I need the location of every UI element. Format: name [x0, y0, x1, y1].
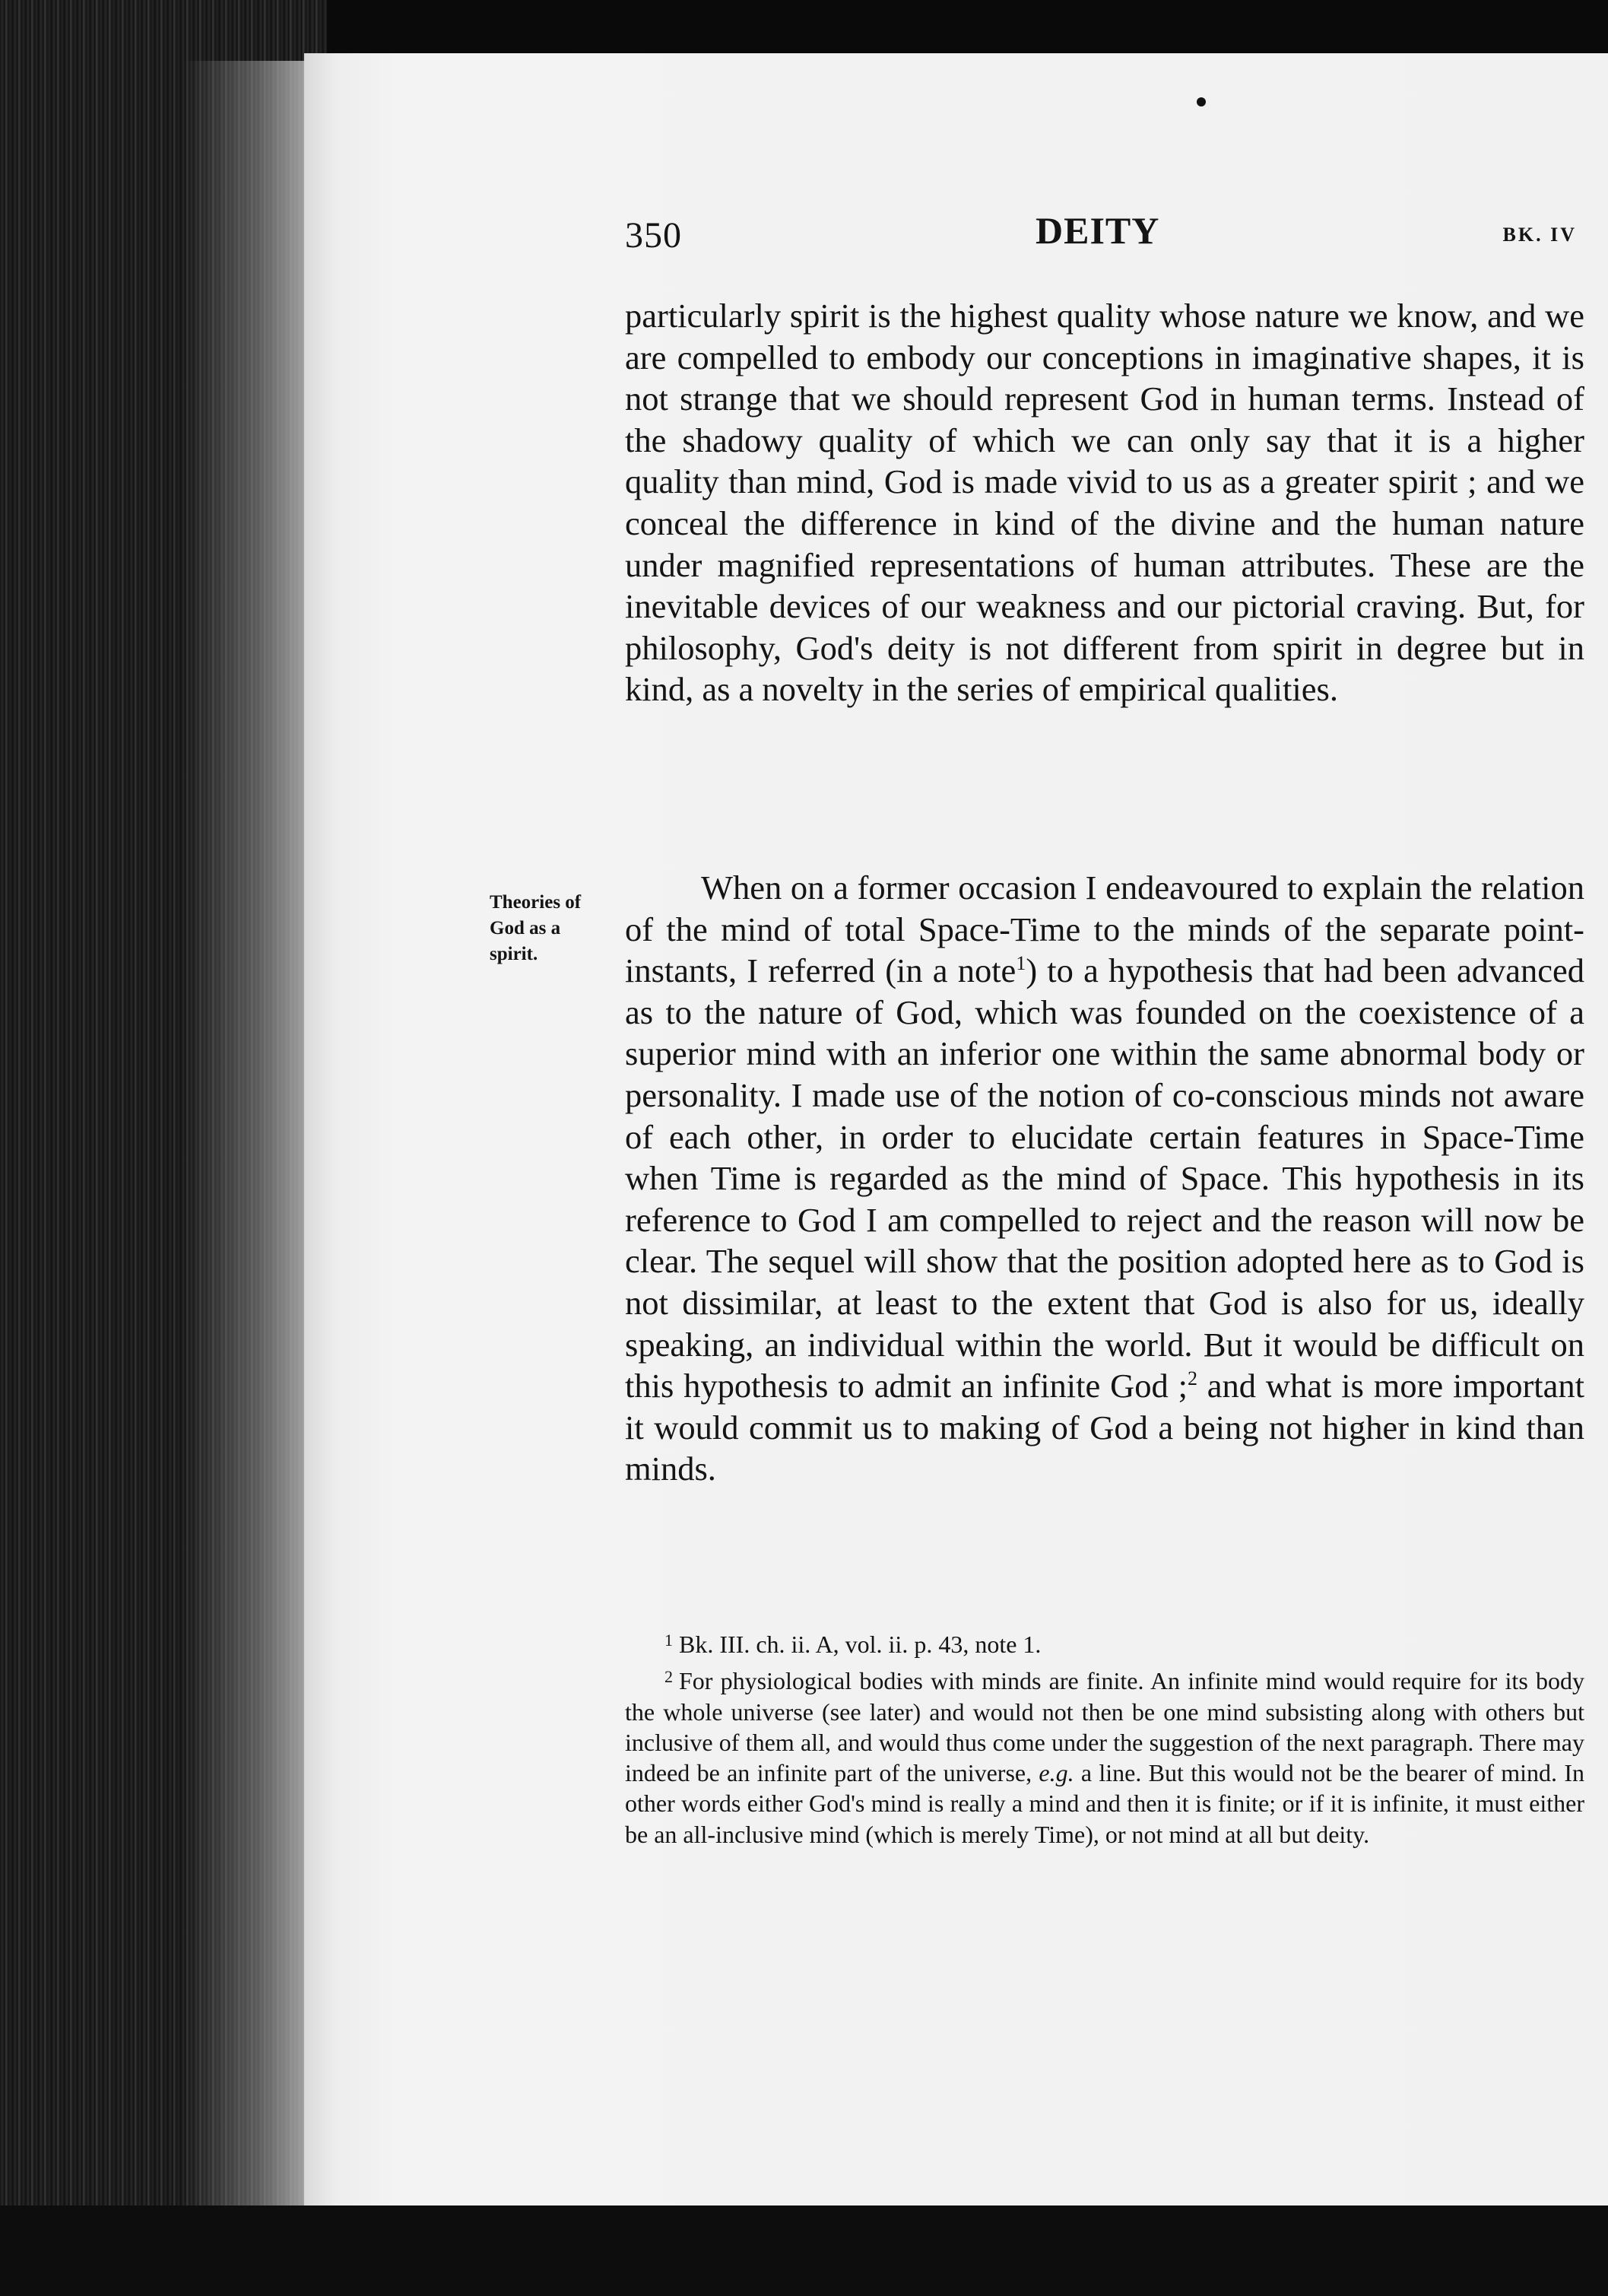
footnote — [625, 1625, 1584, 1659]
paragraph-text: and what is more important it would commit us to making of God a being not higher in kind than minds. — [625, 1367, 1584, 1488]
margin-sidenote — [490, 890, 619, 967]
paragraph-theories — [625, 867, 1584, 1490]
footnote-reference: 1 — [1016, 952, 1026, 975]
footnote-italic: e.g. — [1039, 1759, 1074, 1787]
footnote-reference: 2 — [1187, 1367, 1197, 1390]
sidenote-line: spirit. — [490, 944, 538, 964]
footnote-text: Bk. III. ch. ii. A, vol. ii. p. 43, note 1. — [679, 1631, 1042, 1658]
sidenote-line: Theories of — [490, 892, 582, 913]
footnote-text: a line. But this would not be the bearer of mind. In other words either God's mind is really a mind and then it is finite; or if it is infinite, it must either be an all-inclusive mind (which is merely Time), or not mind at all but deity. — [625, 1759, 1585, 1848]
footnote-marker: 2 — [664, 1667, 673, 1687]
paragraph-text: ) to a hypothesis that had been advanced as to the nature of God, which was founded on the coexistence of a superior mind with an inferior one within the same abnormal body or personality. I made use of the notion of co-conscious minds not aware of each other, in order to elucidate certain features in Space-Time when Time is regarded as the mind of Space. This hypothesis in its reference to God I am compelled to reject and the reason will now be clear. The sequel will show that the position adopted here as to God is not dissimilar, at least to the extent that God is also for us, ideally speaking, an individual within the world. But it would be difficult on this hypothesis to admit an infinite God ; — [625, 951, 1584, 1405]
footnotes — [625, 1625, 1584, 1850]
running-title: DEITY — [1036, 209, 1160, 252]
book-reference: BK. IV — [1502, 224, 1577, 246]
page-number: 350 — [625, 215, 682, 256]
footnote — [625, 1662, 1584, 1850]
paragraph-text: When on a former occasion I endeavoured to explain the relation of the mind of total Space-Time to the minds of the separate point-instants, I referred (in a note — [625, 869, 1584, 990]
sidenote-line: God as a — [490, 918, 561, 938]
bottom-border — [0, 2205, 1608, 2296]
footnote-marker: 1 — [664, 1631, 673, 1650]
paragraph-continued: particularly spirit is the highest quality whose nature we know, and we are compelled to embody our conceptions in imaginative shapes, it is not strange that we should represent God in human terms. Instead of the shadowy quality of which we can only say that it is a higher quality than mind, God is made vivid to us as a greater spirit ; and we conceal the difference in kind of the divine and the human nature under magnified representations of human attributes. These are the inevitable devices of our weakness and our pictorial craving. But, for philosophy, God's deity is not different from spirit in degree but in kind, as a novelty in the series of empirical qualities. — [625, 297, 1584, 709]
ink-speck — [1197, 97, 1206, 106]
running-header — [625, 209, 1584, 275]
footnote-text: For physiological bodies with minds are finite. An infinite mind would require for its body the whole universe (see later) and would not then be one mind subsisting along with others but inclusive of them all, and would thus come under the suggestion of the next paragraph. There may indeed be an infinite part of the universe, — [625, 1667, 1584, 1787]
